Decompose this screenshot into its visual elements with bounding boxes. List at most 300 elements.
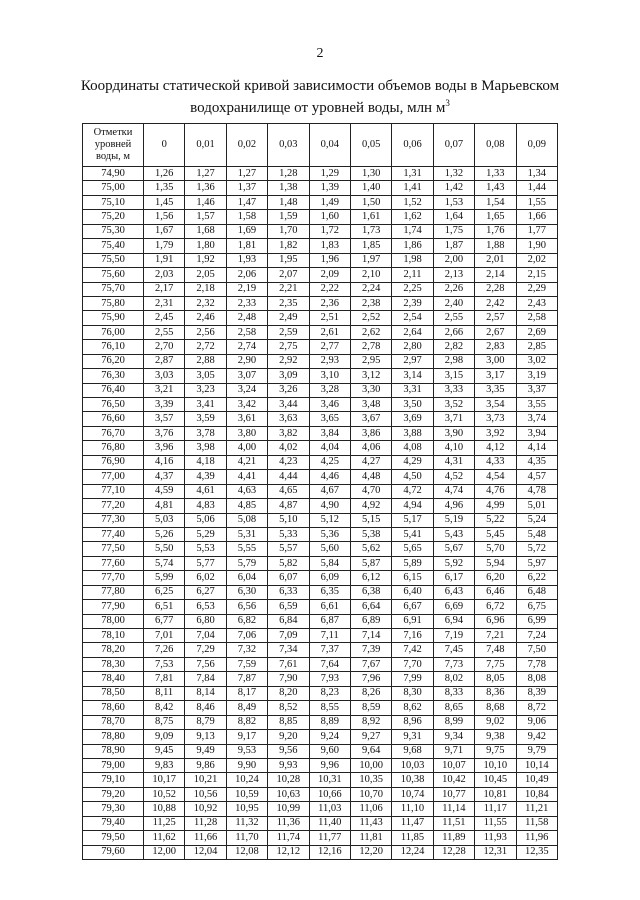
volume-cell: 4,50 (392, 470, 433, 484)
level-cell: 76,50 (83, 398, 144, 412)
volume-cell: 7,67 (350, 657, 391, 671)
table-row (83, 672, 558, 686)
volume-cell: 7,37 (309, 643, 350, 657)
volume-cell: 10,52 (144, 787, 185, 801)
volume-cell: 6,12 (350, 571, 391, 585)
volume-cell: 3,09 (268, 369, 309, 383)
table-row (83, 513, 558, 527)
volume-cell: 2,72 (185, 340, 226, 354)
volume-cell: 5,97 (516, 556, 557, 570)
table-row (83, 758, 558, 772)
volume-cell: 2,58 (516, 311, 557, 325)
level-cell: 77,10 (83, 484, 144, 498)
volume-cell: 2,11 (392, 268, 433, 282)
volume-cell: 1,56 (144, 210, 185, 224)
volume-cell: 6,35 (309, 585, 350, 599)
volume-cell: 1,37 (226, 181, 267, 195)
volume-cell: 3,28 (309, 383, 350, 397)
volume-cell: 1,67 (144, 224, 185, 238)
volume-cell: 8,49 (226, 701, 267, 715)
volume-cell: 3,98 (185, 441, 226, 455)
level-cell: 77,90 (83, 600, 144, 614)
volume-cell: 2,17 (144, 282, 185, 296)
volume-cell: 4,46 (309, 470, 350, 484)
volume-cell: 11,32 (226, 816, 267, 830)
volume-cell: 3,41 (185, 398, 226, 412)
volume-cell: 1,48 (268, 195, 309, 209)
volume-cell: 2,33 (226, 296, 267, 310)
volume-cell: 1,64 (433, 210, 474, 224)
volume-cell: 8,85 (268, 715, 309, 729)
title-line-1: Координаты статической кривой зависимости объемов воды в Марьевском (80, 78, 560, 94)
table-row (83, 268, 558, 282)
volume-cell: 10,99 (268, 802, 309, 816)
volume-cell: 2,83 (475, 340, 516, 354)
volume-cell: 2,64 (392, 325, 433, 339)
volume-cell: 1,66 (516, 210, 557, 224)
volume-table (82, 123, 558, 860)
volume-cell: 8,68 (475, 701, 516, 715)
volume-cell: 2,22 (309, 282, 350, 296)
volume-cell: 1,55 (516, 195, 557, 209)
volume-cell: 10,92 (185, 802, 226, 816)
level-cell: 77,60 (83, 556, 144, 570)
volume-cell: 4,99 (475, 499, 516, 513)
table-row (83, 224, 558, 238)
level-cell: 76,70 (83, 426, 144, 440)
volume-cell: 1,87 (433, 239, 474, 253)
volume-cell: 10,59 (226, 787, 267, 801)
volume-cell: 7,75 (475, 657, 516, 671)
volume-cell: 1,83 (309, 239, 350, 253)
volume-cell: 5,74 (144, 556, 185, 570)
volume-cell: 1,46 (185, 195, 226, 209)
volume-cell: 9,20 (268, 730, 309, 744)
level-cell: 75,10 (83, 195, 144, 209)
volume-cell: 3,48 (350, 398, 391, 412)
volume-cell: 9,68 (392, 744, 433, 758)
table-row (83, 167, 558, 181)
volume-cell: 6,33 (268, 585, 309, 599)
volume-cell: 4,57 (516, 470, 557, 484)
volume-cell: 3,14 (392, 369, 433, 383)
table-row (83, 253, 558, 267)
volume-cell: 3,74 (516, 412, 557, 426)
volume-cell: 1,61 (350, 210, 391, 224)
volume-cell: 8,75 (144, 715, 185, 729)
volume-cell: 8,17 (226, 686, 267, 700)
volume-cell: 5,89 (392, 556, 433, 570)
volume-cell: 1,31 (392, 167, 433, 181)
volume-cell: 8,14 (185, 686, 226, 700)
volume-cell: 10,24 (226, 773, 267, 787)
volume-cell: 2,82 (433, 340, 474, 354)
volume-cell: 5,10 (268, 513, 309, 527)
volume-cell: 4,67 (309, 484, 350, 498)
volume-cell: 4,81 (144, 499, 185, 513)
volume-cell: 2,31 (144, 296, 185, 310)
volume-cell: 1,28 (268, 167, 309, 181)
volume-cell: 5,43 (433, 527, 474, 541)
volume-cell: 4,92 (350, 499, 391, 513)
level-cell: 76,30 (83, 369, 144, 383)
volume-cell: 9,13 (185, 730, 226, 744)
volume-cell: 6,87 (309, 614, 350, 628)
volume-cell: 3,02 (516, 354, 557, 368)
volume-cell: 6,89 (350, 614, 391, 628)
volume-cell: 6,75 (516, 600, 557, 614)
table-row (83, 296, 558, 310)
volume-cell: 8,46 (185, 701, 226, 715)
table-row (83, 571, 558, 585)
table-row (83, 239, 558, 253)
volume-cell: 2,98 (433, 354, 474, 368)
volume-cell: 8,62 (392, 701, 433, 715)
volume-cell: 7,11 (309, 629, 350, 643)
volume-cell: 6,22 (516, 571, 557, 585)
level-cell: 76,60 (83, 412, 144, 426)
volume-cell: 1,27 (185, 167, 226, 181)
volume-cell: 7,04 (185, 629, 226, 643)
volume-cell: 7,59 (226, 657, 267, 671)
volume-cell: 11,62 (144, 831, 185, 845)
volume-cell: 3,96 (144, 441, 185, 455)
volume-cell: 10,21 (185, 773, 226, 787)
volume-cell: 9,53 (226, 744, 267, 758)
volume-cell: 3,21 (144, 383, 185, 397)
volume-cell: 3,78 (185, 426, 226, 440)
volume-cell: 9,34 (433, 730, 474, 744)
volume-cell: 2,25 (392, 282, 433, 296)
volume-cell: 3,03 (144, 369, 185, 383)
level-cell: 76,20 (83, 354, 144, 368)
volume-cell: 5,41 (392, 527, 433, 541)
volume-cell: 3,84 (309, 426, 350, 440)
volume-cell: 6,56 (226, 600, 267, 614)
volume-cell: 5,45 (475, 527, 516, 541)
header-col-0: 0 (144, 124, 185, 167)
table-row (83, 657, 558, 671)
volume-cell: 10,56 (185, 787, 226, 801)
table-row (83, 701, 558, 715)
volume-cell: 12,28 (433, 845, 474, 859)
volume-cell: 2,42 (475, 296, 516, 310)
volume-cell: 5,19 (433, 513, 474, 527)
volume-cell: 11,17 (475, 802, 516, 816)
volume-cell: 1,34 (516, 167, 557, 181)
volume-cell: 1,50 (350, 195, 391, 209)
header-col-3: 0,03 (268, 124, 309, 167)
volume-cell: 10,31 (309, 773, 350, 787)
volume-cell: 4,76 (475, 484, 516, 498)
volume-cell: 2,52 (350, 311, 391, 325)
volume-cell: 3,00 (475, 354, 516, 368)
header-col-1: 0,01 (185, 124, 226, 167)
level-cell: 77,00 (83, 470, 144, 484)
volume-cell: 6,51 (144, 600, 185, 614)
volume-cell: 7,39 (350, 643, 391, 657)
volume-cell: 8,11 (144, 686, 185, 700)
volume-cell: 8,36 (475, 686, 516, 700)
volume-cell: 2,10 (350, 268, 391, 282)
volume-cell: 7,90 (268, 672, 309, 686)
volume-cell: 4,00 (226, 441, 267, 455)
table-row (83, 441, 558, 455)
volume-cell: 11,28 (185, 816, 226, 830)
table-row (83, 311, 558, 325)
unit-superscript: 3 (445, 98, 450, 108)
volume-cell: 3,59 (185, 412, 226, 426)
volume-cell: 3,76 (144, 426, 185, 440)
volume-cell: 5,12 (309, 513, 350, 527)
volume-cell: 1,98 (392, 253, 433, 267)
volume-cell: 2,77 (309, 340, 350, 354)
level-cell: 74,90 (83, 167, 144, 181)
volume-cell: 1,88 (475, 239, 516, 253)
volume-cell: 6,38 (350, 585, 391, 599)
volume-cell: 7,50 (516, 643, 557, 657)
volume-cell: 6,25 (144, 585, 185, 599)
volume-cell: 3,19 (516, 369, 557, 383)
volume-cell: 3,80 (226, 426, 267, 440)
volume-cell: 4,37 (144, 470, 185, 484)
volume-cell: 10,84 (516, 787, 557, 801)
volume-cell: 5,60 (309, 542, 350, 556)
volume-cell: 5,38 (350, 527, 391, 541)
volume-cell: 1,76 (475, 224, 516, 238)
table-row (83, 802, 558, 816)
volume-cell: 3,94 (516, 426, 557, 440)
volume-cell: 6,91 (392, 614, 433, 628)
volume-cell: 11,93 (475, 831, 516, 845)
volume-cell: 6,43 (433, 585, 474, 599)
volume-cell: 1,82 (268, 239, 309, 253)
volume-cell: 5,92 (433, 556, 474, 570)
volume-cell: 4,16 (144, 455, 185, 469)
volume-cell: 3,15 (433, 369, 474, 383)
volume-cell: 8,82 (226, 715, 267, 729)
volume-cell: 3,61 (226, 412, 267, 426)
volume-cell: 9,17 (226, 730, 267, 744)
level-cell: 79,50 (83, 831, 144, 845)
volume-cell: 5,57 (268, 542, 309, 556)
volume-cell: 5,94 (475, 556, 516, 570)
volume-cell: 9,31 (392, 730, 433, 744)
volume-cell: 10,81 (475, 787, 516, 801)
volume-cell: 7,42 (392, 643, 433, 657)
volume-cell: 9,27 (350, 730, 391, 744)
volume-cell: 4,52 (433, 470, 474, 484)
level-cell: 75,00 (83, 181, 144, 195)
volume-cell: 9,86 (185, 758, 226, 772)
table-row (83, 773, 558, 787)
table-row (83, 325, 558, 339)
volume-cell: 5,48 (516, 527, 557, 541)
table-row (83, 744, 558, 758)
volume-cell: 1,49 (309, 195, 350, 209)
volume-cell: 7,81 (144, 672, 185, 686)
volume-cell: 6,72 (475, 600, 516, 614)
volume-cell: 2,55 (144, 325, 185, 339)
volume-cell: 2,49 (268, 311, 309, 325)
volume-cell: 8,05 (475, 672, 516, 686)
volume-cell: 9,64 (350, 744, 391, 758)
table-row (83, 181, 558, 195)
volume-cell: 1,81 (226, 239, 267, 253)
volume-cell: 12,31 (475, 845, 516, 859)
volume-cell: 10,63 (268, 787, 309, 801)
table-row (83, 629, 558, 643)
volume-cell: 1,85 (350, 239, 391, 253)
volume-cell: 2,48 (226, 311, 267, 325)
volume-cell: 3,63 (268, 412, 309, 426)
volume-cell: 9,93 (268, 758, 309, 772)
volume-cell: 2,70 (144, 340, 185, 354)
volume-cell: 1,33 (475, 167, 516, 181)
volume-cell: 11,40 (309, 816, 350, 830)
level-cell: 78,90 (83, 744, 144, 758)
volume-cell: 7,21 (475, 629, 516, 643)
table-row (83, 426, 558, 440)
volume-cell: 4,25 (309, 455, 350, 469)
volume-cell: 4,48 (350, 470, 391, 484)
volume-cell: 3,23 (185, 383, 226, 397)
volume-cell: 4,04 (309, 441, 350, 455)
volume-cell: 8,08 (516, 672, 557, 686)
volume-cell: 5,77 (185, 556, 226, 570)
volume-cell: 8,99 (433, 715, 474, 729)
table-row (83, 816, 558, 830)
volume-cell: 5,82 (268, 556, 309, 570)
volume-cell: 7,45 (433, 643, 474, 657)
volume-cell: 1,35 (144, 181, 185, 195)
volume-cell: 8,89 (309, 715, 350, 729)
volume-cell: 12,24 (392, 845, 433, 859)
level-cell: 78,20 (83, 643, 144, 657)
volume-cell: 3,92 (475, 426, 516, 440)
volume-cell: 4,27 (350, 455, 391, 469)
volume-cell: 1,59 (268, 210, 309, 224)
volume-cell: 1,47 (226, 195, 267, 209)
volume-cell: 11,03 (309, 802, 350, 816)
volume-cell: 2,80 (392, 340, 433, 354)
volume-cell: 9,79 (516, 744, 557, 758)
volume-cell: 2,00 (433, 253, 474, 267)
table-row (83, 831, 558, 845)
volume-cell: 11,74 (268, 831, 309, 845)
volume-cell: 11,55 (475, 816, 516, 830)
volume-cell: 2,24 (350, 282, 391, 296)
level-cell: 75,90 (83, 311, 144, 325)
volume-cell: 3,10 (309, 369, 350, 383)
volume-cell: 6,84 (268, 614, 309, 628)
header-col-7: 0,07 (433, 124, 474, 167)
volume-cell: 9,83 (144, 758, 185, 772)
volume-cell: 2,26 (433, 282, 474, 296)
table-row (83, 210, 558, 224)
table-row (83, 845, 558, 859)
volume-cell: 4,31 (433, 455, 474, 469)
volume-cell: 2,39 (392, 296, 433, 310)
level-cell: 76,90 (83, 455, 144, 469)
volume-cell: 4,54 (475, 470, 516, 484)
volume-cell: 4,14 (516, 441, 557, 455)
volume-cell: 7,01 (144, 629, 185, 643)
volume-cell: 2,02 (516, 253, 557, 267)
volume-cell: 7,29 (185, 643, 226, 657)
volume-cell: 2,19 (226, 282, 267, 296)
volume-cell: 1,39 (309, 181, 350, 195)
volume-cell: 8,72 (516, 701, 557, 715)
table-row (83, 585, 558, 599)
volume-cell: 7,64 (309, 657, 350, 671)
volume-cell: 9,06 (516, 715, 557, 729)
volume-cell: 1,57 (185, 210, 226, 224)
volume-cell: 8,52 (268, 701, 309, 715)
volume-cell: 3,90 (433, 426, 474, 440)
volume-cell: 10,07 (433, 758, 474, 772)
volume-cell: 7,84 (185, 672, 226, 686)
level-cell: 79,60 (83, 845, 144, 859)
volume-cell: 9,02 (475, 715, 516, 729)
volume-cell: 10,28 (268, 773, 309, 787)
volume-cell: 3,05 (185, 369, 226, 383)
volume-cell: 6,94 (433, 614, 474, 628)
volume-cell: 3,57 (144, 412, 185, 426)
volume-cell: 5,17 (392, 513, 433, 527)
level-cell: 79,30 (83, 802, 144, 816)
volume-cell: 2,15 (516, 268, 557, 282)
volume-cell: 9,42 (516, 730, 557, 744)
level-cell: 77,70 (83, 571, 144, 585)
level-cell: 77,80 (83, 585, 144, 599)
volume-cell: 2,29 (516, 282, 557, 296)
volume-cell: 5,33 (268, 527, 309, 541)
volume-cell: 7,34 (268, 643, 309, 657)
volume-cell: 2,46 (185, 311, 226, 325)
volume-cell: 7,70 (392, 657, 433, 671)
volume-cell: 9,24 (309, 730, 350, 744)
volume-cell: 7,14 (350, 629, 391, 643)
volume-cell: 4,78 (516, 484, 557, 498)
volume-cell: 2,18 (185, 282, 226, 296)
volume-cell: 2,69 (516, 325, 557, 339)
level-cell: 78,80 (83, 730, 144, 744)
volume-cell: 10,95 (226, 802, 267, 816)
level-cell: 78,00 (83, 614, 144, 628)
volume-cell: 5,50 (144, 542, 185, 556)
volume-cell: 2,05 (185, 268, 226, 282)
volume-cell: 6,61 (309, 600, 350, 614)
volume-cell: 1,53 (433, 195, 474, 209)
level-cell: 75,50 (83, 253, 144, 267)
volume-cell: 4,83 (185, 499, 226, 513)
volume-cell: 3,37 (516, 383, 557, 397)
volume-cell: 2,74 (226, 340, 267, 354)
header-col-2: 0,02 (226, 124, 267, 167)
volume-cell: 1,52 (392, 195, 433, 209)
table-row (83, 715, 558, 729)
volume-cell: 4,29 (392, 455, 433, 469)
volume-cell: 3,42 (226, 398, 267, 412)
volume-cell: 5,84 (309, 556, 350, 570)
volume-cell: 1,68 (185, 224, 226, 238)
volume-cell: 2,88 (185, 354, 226, 368)
volume-cell: 1,45 (144, 195, 185, 209)
level-cell: 79,20 (83, 787, 144, 801)
volume-cell: 11,66 (185, 831, 226, 845)
volume-cell: 2,40 (433, 296, 474, 310)
